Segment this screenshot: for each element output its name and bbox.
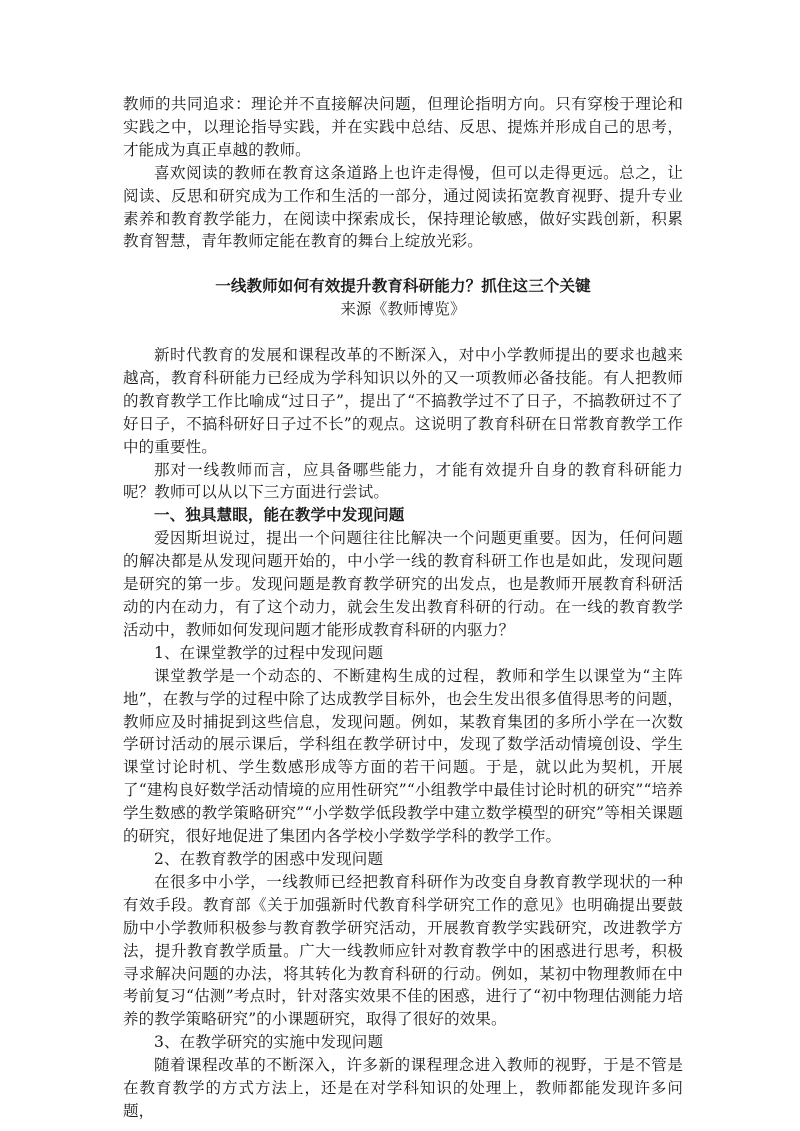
body-paragraph: 喜欢阅读的教师在教育这条道路上也许走得慢，但可以走得更远。总之，让阅读、反思和研究成为工作和生活的一部分，通过阅读拓宽教育视野、提升专业素养和教育教学能力，在阅读中探索成长，保持理论敏感，做好实践创新，积累教育智慧，青年教师定能在教育的舞台上绽放光彩。 <box>123 163 683 251</box>
body-paragraph: 教师的共同追求：理论并不直接解决问题，但理论指明方向。只有穿梭于理论和实践之中，以理论指导实践，并在实践中总结、反思、提炼并形成自己的思考，才能成为真正卓越的教师。 <box>123 95 683 159</box>
body-paragraph: 随着课程改革的不断深入，许多新的课程理念进入教师的视野，于是不管是在教育教学的方式方法上，还是在对学科知识的处理上，教师都能发现许多问题， <box>123 1056 683 1120</box>
subsection-title: 3、在教学研究的实施中发现问题 <box>154 1033 384 1052</box>
article-source: 来源《教师博览》 <box>340 300 466 319</box>
subsection-title: 1、在课堂教学的过程中发现问题 <box>154 643 384 662</box>
body-paragraph: 在很多中小学，一线教师已经把教育科研作为改变自身教育教学现状的一种有效手段。教育部《关于加强新时代教育科学研究工作的意见》也明确提出要鼓励中小学教师积极参与教育教学研究活动，开展教育教学实践研究，改进教学方法，提升教育教学质量。广大一线教师应针对教育教学中的困惑进行思考，积极寻求解决问题的办法，将其转化为教育科研的行动。例如，某初中物理教师在中考前复习“估测”考点时，针对落实效果不佳的困惑，进行了“初中物理估测能力培养的教学策略研究”的小课题研究，取得了很好的效果。 <box>123 872 683 1029</box>
subsection-title: 2、在教育教学的困惑中发现问题 <box>154 849 384 868</box>
article-title: 一线教师如何有效提升教育科研能力？抓住这三个关键 <box>215 277 591 296</box>
body-paragraph: 课堂教学是一个动态的、不断建构生成的过程，教师和学生以课堂为“主阵地”，在教与学的过程中除了达成教学目标外，也会生发出很多值得思考的问题，教师应及时捕捉到这些信息，发现问题。例如，某教育集团的多所小学在一次数学研讨活动的展示课后，学科组在教学研讨中，发现了数学活动情境创设、学生课堂讨论时机、学生数感形成等方面的若干问题。于是，就以此为契机，开展了“建构良好数学活动情境的应用性研究”“小组教学中最佳讨论时机的研究”“培养学生数感的教学策略研究”“小学数学低段教学中建立数学模型的研究”等相关课题的研究，很好地促进了集团内各学校小学数学学科的教学工作。 <box>123 666 683 846</box>
section-heading: 一、独具慧眼，能在教学中发现问题 <box>154 506 405 525</box>
body-paragraph: 那对一线教师而言，应具备哪些能力，才能有效提升自身的教育科研能力呢？教师可以从以下三方面进行尝试。 <box>123 460 683 502</box>
body-paragraph: 爱因斯坦说过，提出一个问题往往比解决一个问题更重要。因为，任何问题的解决都是从发现问题开始的，中小学一线的教育科研工作也是如此，发现问题是研究的第一步。发现问题是教育教学研究的出发点，也是教师开展教育科研活动的内在动力，有了这个动力，就会生发出教育科研的行动。在一线的教育教学活动中，教师如何发现问题才能形成教育科研的内驱力？ <box>123 529 683 639</box>
document-body <box>123 93 683 1123</box>
body-paragraph: 新时代教育的发展和课程改革的不断深入，对中小学教师提出的要求也越来越高，教育科研能力已经成为学科知识以外的又一项教师必备技能。有人把教师的教育教学工作比喻成“过日子”，提出了“不搞教学过不了日子，不搞教研过不了好日子，不搞科研好日子过不长”的观点。这说明了教育科研在日常教育教学工作中的重要性。 <box>123 346 683 456</box>
